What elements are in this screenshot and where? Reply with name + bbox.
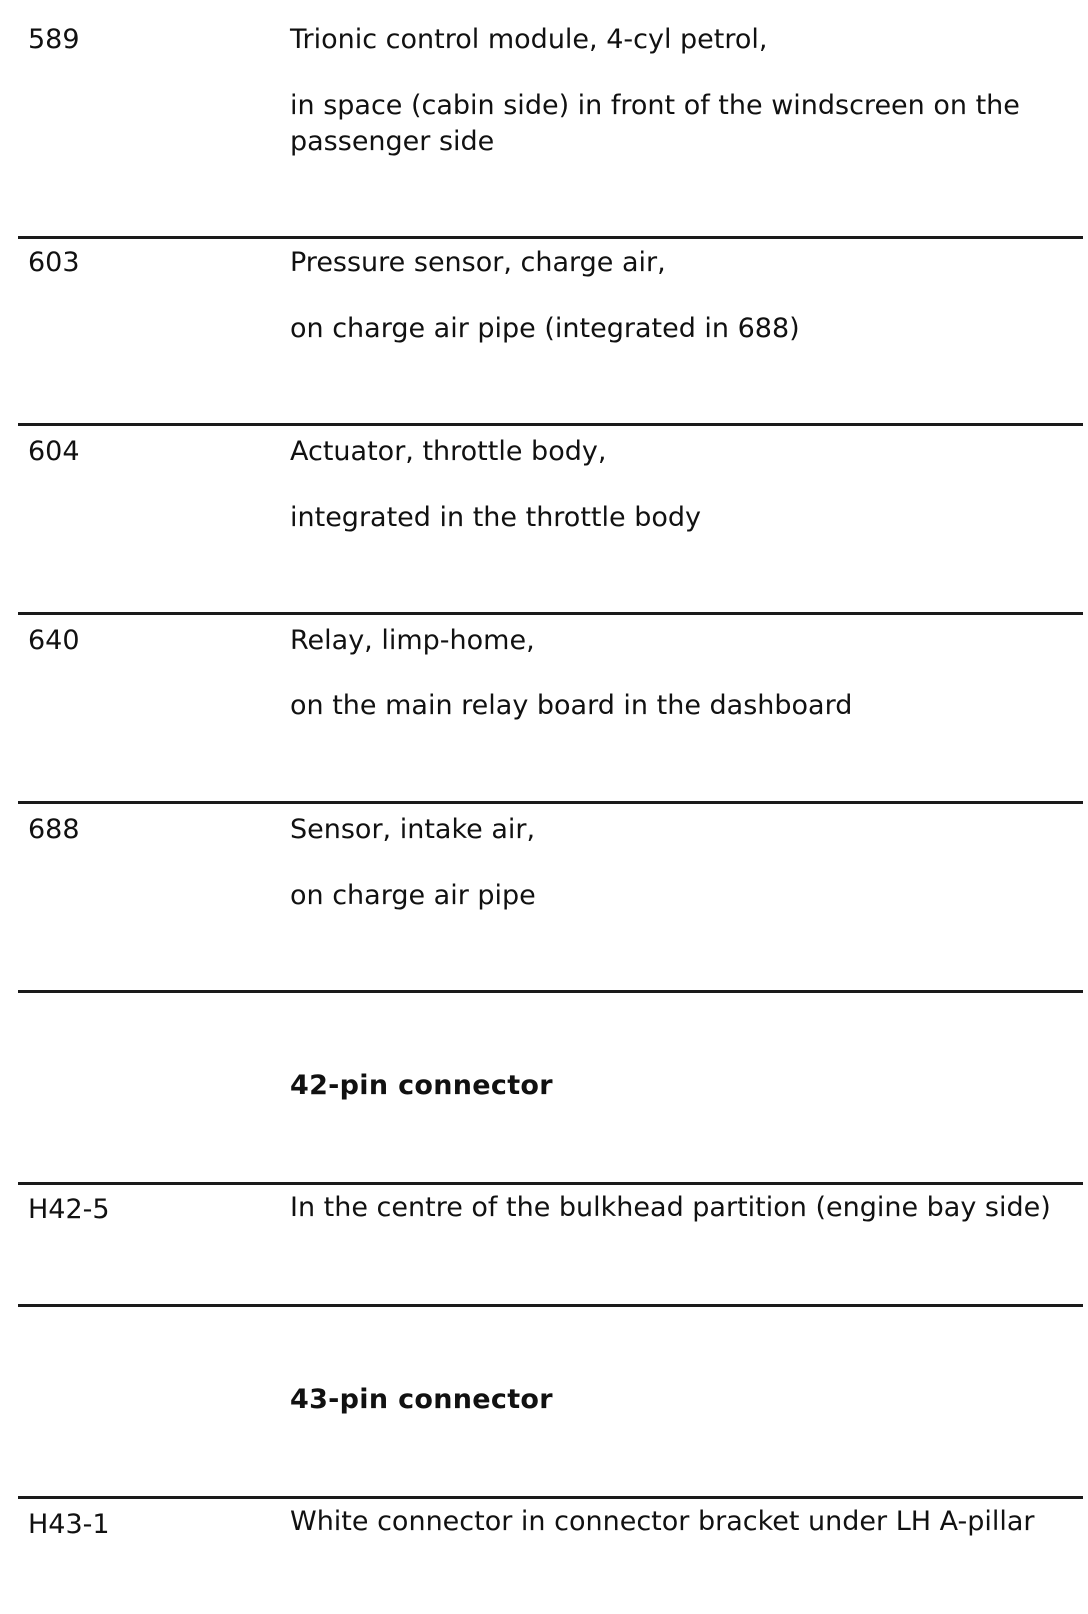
component-code: 604 (28, 436, 80, 467)
component-location: on the main relay board in the dashboard (290, 690, 853, 721)
component-location: in space (cabin side) in front of the windscreen on the passenger side (290, 90, 1020, 157)
component-name: Sensor, intake air, (290, 814, 536, 845)
component-code: 688 (28, 814, 80, 845)
row-divider (18, 236, 1083, 239)
component-name: Relay, limp-home, (290, 625, 535, 656)
component-name: Trionic control module, 4-cyl petrol, (290, 24, 768, 55)
component-code: 603 (28, 247, 80, 278)
connector-location: White connector in connector bracket under LH A-pillar (290, 1506, 1035, 1537)
component-code: 640 (28, 625, 80, 656)
row-divider (18, 423, 1083, 426)
component-location: on charge air pipe (290, 880, 536, 911)
connector-code: H42-5 (28, 1194, 110, 1225)
row-divider (18, 1182, 1083, 1185)
row-divider (18, 1496, 1083, 1499)
row-divider (18, 990, 1083, 993)
row-divider (18, 612, 1083, 615)
component-location: integrated in the throttle body (290, 502, 701, 533)
section-heading-42-pin: 42-pin connector (290, 1070, 553, 1101)
connector-code: H43-1 (28, 1509, 110, 1540)
section-heading-43-pin: 43-pin connector (290, 1384, 553, 1415)
connector-location: In the centre of the bulkhead partition (engine bay side) (290, 1192, 1051, 1223)
row-divider (18, 1304, 1083, 1307)
row-divider (18, 801, 1083, 804)
component-location: on charge air pipe (integrated in 688) (290, 313, 800, 344)
component-name: Actuator, throttle body, (290, 436, 607, 467)
component-code: 589 (28, 24, 80, 55)
component-name: Pressure sensor, charge air, (290, 247, 666, 278)
